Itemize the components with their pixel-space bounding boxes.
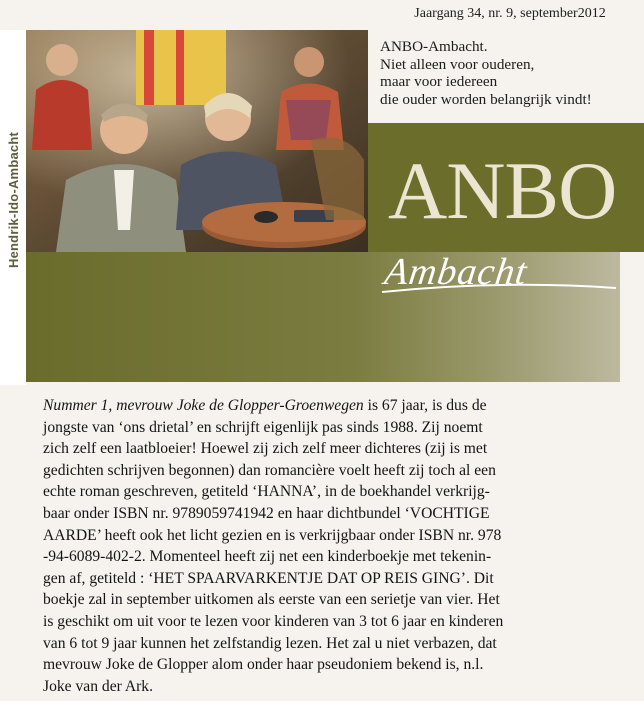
article-line: -94-6089-402-2. Momenteel heeft zij net een kinderboekje met tekenin-: [43, 548, 492, 566]
tagline-line: maar voor iedereen: [380, 73, 498, 90]
article-paragraph: [43, 395, 618, 697]
tagline: [380, 38, 640, 108]
brand-wordmark: ANBO: [388, 145, 617, 236]
article-line: AARDE’ heeft ook het licht gezien en is verkrijgbaar onder ISBN nr. 978: [43, 526, 502, 544]
sidebar-label-text: Hendrik-Ido-Ambacht: [5, 132, 21, 268]
article-line: baar onder ISBN nr. 9789059741942 en haar dichtbundel ‘VOCHTIGE: [43, 504, 490, 522]
tagline-line: ANBO-Ambacht.: [380, 38, 488, 55]
article-line: van 6 tot 9 jaar kunnen het zelfstandig lezen. Het zal u niet verbazen, dat: [43, 634, 497, 652]
swash-decoration: [380, 282, 620, 296]
article-lead: Nummer 1, mevrouw Joke de Glopper-Groenwegen: [43, 397, 364, 414]
article-line: is 67 jaar, is dus de: [363, 397, 487, 414]
article-line: boekje zal in september uitkomen als eerste van een serietje van vier. Het: [43, 591, 500, 609]
article-line: gedichten schrijven begonnen) dan romancière voelt heeft zij toch al een: [43, 461, 496, 479]
tagline-line: die ouder worden belangrijk vindt!: [380, 90, 592, 108]
sidebar-label: [0, 30, 26, 370]
brand-band: [26, 252, 620, 382]
article-line: gen af, getiteld : ‘HET SPAARVARKENTJE DAT OP REIS GING’. Dit: [43, 569, 494, 587]
article-line: mevrouw Joke de Glopper alom onder haar pseudoniem bekend is, n.l.: [43, 656, 484, 674]
cafe-photo: [26, 30, 368, 252]
brand-script: Ambacht: [382, 251, 531, 293]
article-line: echte roman geschreven, getiteld ‘HANNA’, in de boekhandel verkrijg-: [43, 483, 490, 501]
article-line: zich zelf een laatbloeier! Hoewel zij zich zelf meer dichteres (zij is met: [43, 440, 488, 458]
issue-line: Jaargang 34, nr. 9, september2012: [414, 6, 606, 21]
article-line: Joke van der Ark.: [43, 677, 153, 695]
article-line: is geschikt om uit voor te lezen voor kinderen van 3 tot 6 jaar en kinderen: [43, 612, 504, 630]
tagline-line: Niet alleen voor ouderen,: [380, 55, 535, 73]
cafe-photo-image: [26, 30, 368, 252]
article-body: [43, 395, 618, 697]
article-line: jongste van ‘ons drietal’ en schrijft eigenlijk pas sinds 1988. Zij noemt: [43, 418, 483, 436]
